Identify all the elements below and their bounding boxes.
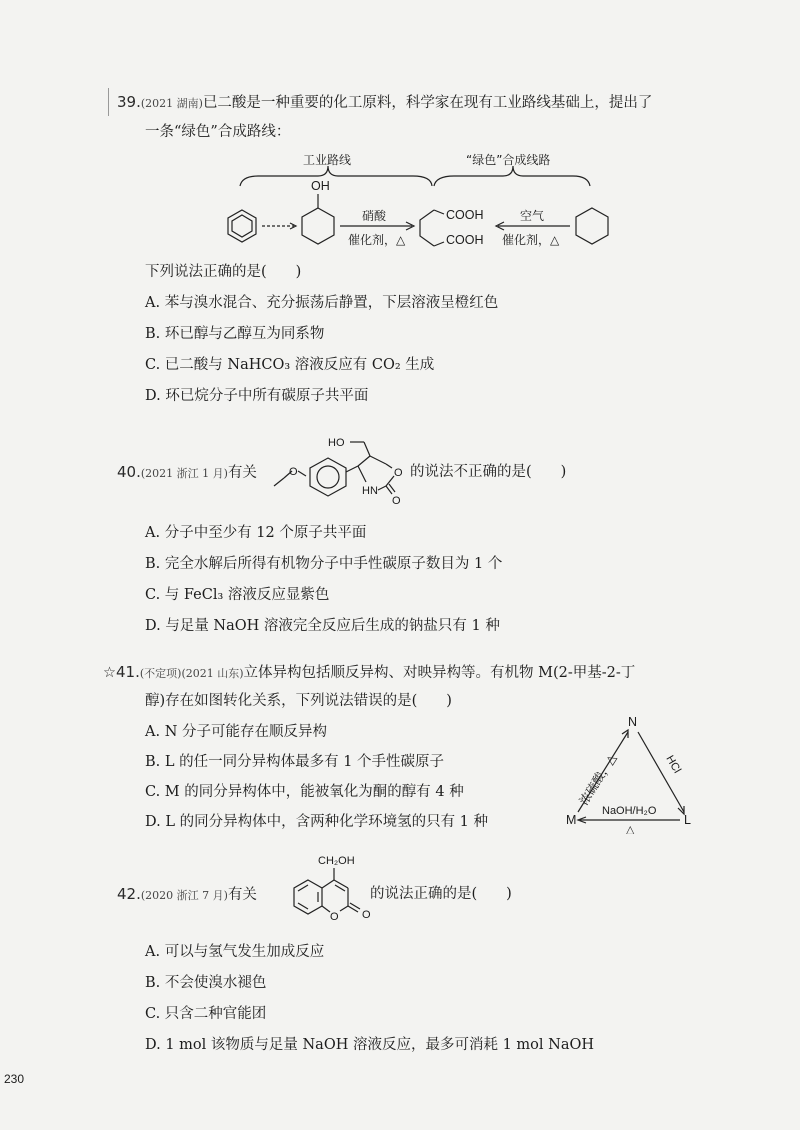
hn-label: HN (362, 485, 378, 497)
methyl-bond (274, 478, 284, 486)
adipic-bond-bottom (434, 242, 444, 246)
page-number: 230 (4, 1072, 25, 1086)
q40-option-a: A. 分子中至少有 12 个原子共平面 (145, 525, 367, 541)
edge-bottom-label: NaOH/H₂O (602, 805, 657, 817)
brace-industrial (240, 166, 432, 186)
methoxy-o: O (289, 466, 298, 478)
q41-stem-line1: 立体异构包括顺反异构、对映异构等。有机物 M(2-甲基-2-丁 (243, 665, 636, 681)
o-bond-right (298, 471, 306, 476)
q42-tail: 的说法正确的是( ) (370, 886, 512, 902)
q41-option-b: B. L 的任一同分异构体最多有 1 个手性碳原子 (145, 754, 445, 770)
q40-header (117, 462, 257, 484)
phenyl-aromatic (317, 466, 339, 488)
ring-c2-c3 (370, 456, 386, 464)
ring-n-c (378, 486, 386, 490)
reagent-catalyst-left: 催化剂，△ (348, 233, 406, 247)
q41-header (103, 662, 635, 684)
q39-option-c: C. 已二酸与 NaHCO₃ 溶液反应有 CO₂ 生成 (145, 357, 435, 373)
q41-option-d: D. L 的同分异构体中，含两种化学环境氢的只有 1 种 (145, 814, 489, 830)
q42-lead: 有关 (227, 887, 257, 903)
q42-source: (2020 浙江 7 月) (140, 889, 228, 902)
phenyl-ring (310, 458, 346, 496)
cooh-top: COOH (446, 208, 484, 222)
q40-option-c: C. 与 FeCl₃ 溶液反应显紫色 (145, 587, 330, 603)
benzo-db-1 (298, 885, 308, 891)
q39-header (117, 92, 652, 114)
adipic-chain (420, 210, 434, 246)
pyr-5 (322, 906, 330, 912)
q42-option-b: B. 不会使溴水褪色 (145, 975, 267, 991)
q42-number: 42. (117, 885, 141, 903)
pyr-4 (340, 906, 348, 911)
q40-source: (2021 浙江 1 月) (140, 467, 228, 480)
benzene-inner (232, 215, 252, 237)
cyclohexane-ring (576, 208, 608, 244)
ch2-bond (364, 442, 370, 456)
cooh-bottom: COOH (446, 233, 484, 247)
q39-stem-line1: 已二酸是一种重要的化工原料，科学家在现有工业路线基础上，提出了 (202, 95, 653, 111)
margin-rule (108, 88, 109, 116)
adipic-bond-top (434, 210, 444, 214)
edge-right-label: HCl (663, 753, 683, 776)
q42-option-d: D. 1 mol 该物质与足量 NaOH 溶液反应，最多可消耗 1 mol NaOH (145, 1037, 595, 1053)
q41-source: (不定项)(2021 山东) (139, 667, 244, 680)
q40-option-b: B. 完全水解后所得有机物分子中手性碳原子数目为 1 个 (145, 556, 503, 572)
ch2oh-label: CH₂OH (318, 855, 355, 867)
q42-header (117, 884, 257, 906)
benzo-db-2 (298, 903, 308, 909)
q39-option-d: D. 环已烷分子中所有碳原子共平面 (145, 388, 369, 404)
ring-o-label: O (394, 467, 403, 479)
edge-left-label: 浓硫酸，△ (576, 751, 619, 808)
label-green: “绿色”合成线路 (466, 153, 551, 167)
q41-option-a: A. N 分子可能存在顺反异构 (145, 724, 327, 740)
ring-c3-o (386, 464, 392, 468)
reagent-catalyst-right: 催化剂，△ (502, 233, 560, 247)
reagent-air: 空气 (520, 209, 545, 223)
edge-bottom-cond: △ (626, 824, 635, 834)
ring-o-label: O (330, 911, 339, 923)
q39-stem-line2: 一条“绿色”合成路线： (145, 124, 291, 140)
q40-number: 40. (117, 463, 141, 481)
q42-structure (282, 850, 378, 928)
brace-green (434, 166, 590, 186)
oh-label: OH (311, 179, 330, 193)
q40-option-d: D. 与足量 NaOH 溶液完全反应后生成的钠盐只有 1 种 (145, 618, 500, 634)
q39-number: 39. (117, 93, 141, 111)
q39-synthesis-scheme (218, 150, 618, 260)
q42-option-a: A. 可以与氢气发生加成反应 (145, 944, 325, 960)
ring-c1-c2 (358, 456, 370, 466)
reagent-nitric: 硝酸 (362, 209, 387, 223)
q39-option-a: A. 苯与溴水混合、充分振荡后静置，下层溶液呈橙红色 (145, 295, 499, 311)
q39-option-b: B. 环已醇与乙醇互为同系物 (145, 326, 325, 342)
label-industrial: 工业路线 (303, 153, 352, 167)
star-icon: ☆ (103, 665, 116, 681)
q41-triangle-diagram (562, 712, 702, 834)
q40-tail: 的说法不正确的是( ) (410, 464, 567, 480)
ring-link (346, 466, 358, 472)
q39-source: (2021 湖南) (140, 97, 203, 110)
node-m: M (566, 813, 577, 827)
q40-lead: 有关 (227, 465, 257, 481)
q40-structure (270, 428, 420, 508)
q41-option-c: C. M 的同分异构体中，能被氧化为酮的醇有 4 种 (145, 784, 464, 800)
node-n: N (628, 715, 638, 729)
q42-option-c: C. 只含二种官能团 (145, 1006, 267, 1022)
carbonyl-o-label: O (392, 495, 401, 507)
carbonyl-o-label: O (362, 909, 371, 921)
ring-c1-n (358, 466, 366, 482)
q39-prompt: 下列说法正确的是( ) (145, 264, 302, 280)
q41-number: 41. (116, 663, 140, 681)
pyr-1 (322, 880, 334, 888)
node-l: L (684, 813, 691, 827)
pyr-2 (334, 880, 348, 888)
ho-label: HO (328, 437, 345, 449)
cyclohexanol-ring (302, 208, 334, 244)
q41-stem-line2: 醇)存在如图转化关系，下列说法错误的是( ) (145, 693, 452, 709)
